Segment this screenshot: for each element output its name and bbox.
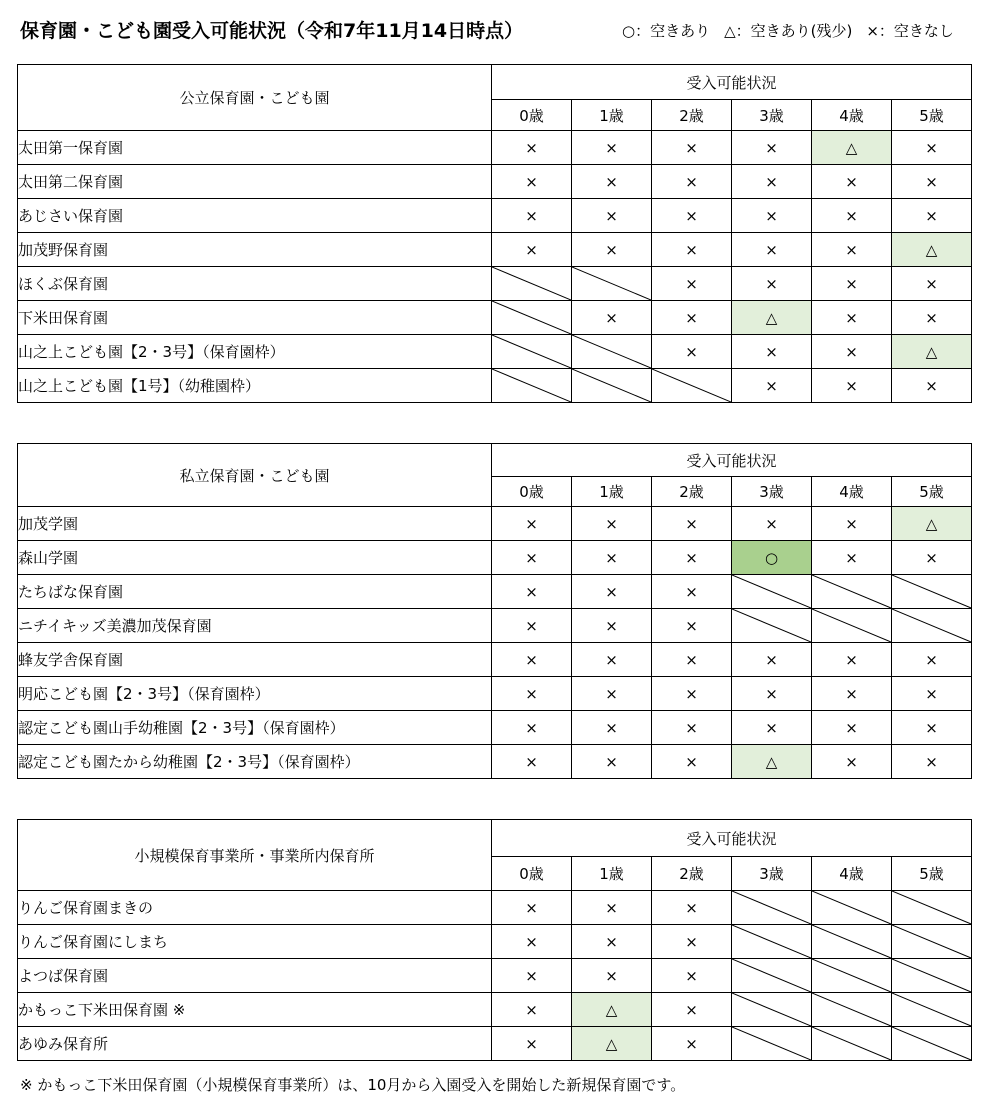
section-header: 公立保育園・こども園	[18, 65, 492, 131]
section-header: 小規模保育事業所・事業所内保育所	[18, 820, 492, 891]
unavailable-cell: ×	[572, 301, 652, 335]
unavailable-cell: ×	[572, 575, 652, 609]
unavailable-cell: ×	[892, 643, 972, 677]
unavailable-cell: ×	[652, 301, 732, 335]
diagonal-slash-icon	[892, 1027, 971, 1060]
facility-name: 加茂学園	[18, 507, 492, 541]
age-header-0: 0歳	[492, 477, 572, 507]
diagonal-slash-icon	[892, 925, 971, 958]
unavailable-cell: ×	[572, 541, 652, 575]
facility-name: 森山学園	[18, 541, 492, 575]
not-applicable-cell	[572, 335, 652, 369]
age-header-2: 2歳	[652, 857, 732, 891]
table-row	[18, 925, 972, 959]
age-header-3: 3歳	[732, 477, 812, 507]
not-applicable-cell	[812, 959, 892, 993]
table-row	[18, 369, 972, 403]
not-applicable-cell	[812, 891, 892, 925]
unavailable-cell: ×	[732, 369, 812, 403]
unavailable-cell: ×	[892, 745, 972, 779]
legend-none: ×：空きなし	[866, 22, 954, 40]
unavailable-cell: ×	[572, 677, 652, 711]
unavailable-cell: ×	[732, 165, 812, 199]
facility-name: りんご保育園にしまち	[18, 925, 492, 959]
few-left-cell: △	[892, 335, 972, 369]
unavailable-cell: ×	[652, 643, 732, 677]
diagonal-slash-icon	[892, 575, 971, 608]
facility-name: 認定こども園たから幼稚園【2・3号】（保育園枠）	[18, 745, 492, 779]
not-applicable-cell	[732, 891, 812, 925]
few-left-cell: △	[732, 301, 812, 335]
age-header-0: 0歳	[492, 857, 572, 891]
facility-name: たちばな保育園	[18, 575, 492, 609]
few-left-cell: △	[892, 507, 972, 541]
table-row	[18, 541, 972, 575]
unavailable-cell: ×	[652, 233, 732, 267]
not-applicable-cell	[892, 925, 972, 959]
not-applicable-cell	[492, 369, 572, 403]
private-nursery-table	[17, 443, 972, 779]
unavailable-cell: ×	[812, 643, 892, 677]
unavailable-cell: ×	[812, 711, 892, 745]
small-scale-nursery-table	[17, 819, 972, 1061]
availability-group-header: 受入可能状況	[492, 65, 972, 100]
not-applicable-cell	[732, 993, 812, 1027]
not-applicable-cell	[812, 993, 892, 1027]
unavailable-cell: ×	[892, 301, 972, 335]
not-applicable-cell	[892, 1027, 972, 1061]
not-applicable-cell	[892, 609, 972, 643]
few-left-cell: △	[732, 745, 812, 779]
unavailable-cell: ×	[492, 131, 572, 165]
not-applicable-cell	[492, 301, 572, 335]
unavailable-cell: ×	[652, 131, 732, 165]
unavailable-cell: ×	[812, 165, 892, 199]
diagonal-slash-icon	[572, 267, 651, 300]
unavailable-cell: ×	[652, 267, 732, 301]
unavailable-cell: ×	[572, 891, 652, 925]
facility-name: 太田第二保育園	[18, 165, 492, 199]
diagonal-slash-icon	[732, 993, 811, 1026]
unavailable-cell: ×	[492, 541, 572, 575]
facility-name: 明応こども園【2・3号】（保育園枠）	[18, 677, 492, 711]
unavailable-cell: ×	[892, 369, 972, 403]
unavailable-cell: ×	[492, 507, 572, 541]
not-applicable-cell	[812, 925, 892, 959]
table-row	[18, 199, 972, 233]
unavailable-cell: ×	[652, 575, 732, 609]
unavailable-cell: ×	[812, 267, 892, 301]
unavailable-cell: ×	[812, 199, 892, 233]
diagonal-slash-icon	[492, 335, 571, 368]
unavailable-cell: ×	[892, 711, 972, 745]
facility-name: 蜂友学舎保育園	[18, 643, 492, 677]
diagonal-slash-icon	[812, 959, 891, 992]
unavailable-cell: ×	[652, 891, 732, 925]
unavailable-cell: ×	[492, 165, 572, 199]
unavailable-cell: ×	[892, 131, 972, 165]
age-header-1: 1歳	[572, 477, 652, 507]
facility-name: 認定こども園山手幼稚園【2・3号】（保育園枠）	[18, 711, 492, 745]
unavailable-cell: ×	[732, 507, 812, 541]
unavailable-cell: ×	[892, 199, 972, 233]
facility-name: 山之上こども園【2・3号】（保育園枠）	[18, 335, 492, 369]
unavailable-cell: ×	[652, 1027, 732, 1061]
unavailable-cell: ×	[892, 541, 972, 575]
not-applicable-cell	[812, 575, 892, 609]
unavailable-cell: ×	[652, 165, 732, 199]
facility-name: よつば保育園	[18, 959, 492, 993]
table-row	[18, 575, 972, 609]
diagonal-slash-icon	[812, 925, 891, 958]
unavailable-cell: ×	[732, 131, 812, 165]
facility-name: かもっこ下米田保育園 ※	[18, 993, 492, 1027]
not-applicable-cell	[732, 959, 812, 993]
not-applicable-cell	[572, 369, 652, 403]
unavailable-cell: ×	[732, 711, 812, 745]
table-row	[18, 711, 972, 745]
unavailable-cell: ×	[572, 507, 652, 541]
diagonal-slash-icon	[812, 1027, 891, 1060]
diagonal-slash-icon	[892, 993, 971, 1026]
unavailable-cell: ×	[732, 233, 812, 267]
unavailable-cell: ×	[572, 609, 652, 643]
unavailable-cell: ×	[652, 507, 732, 541]
unavailable-cell: ×	[652, 609, 732, 643]
facility-name: 太田第一保育園	[18, 131, 492, 165]
table-row	[18, 959, 972, 993]
diagonal-slash-icon	[572, 335, 651, 368]
diagonal-slash-icon	[732, 1027, 811, 1060]
diagonal-slash-icon	[492, 369, 571, 402]
unavailable-cell: ×	[812, 541, 892, 575]
unavailable-cell: ×	[652, 541, 732, 575]
unavailable-cell: ×	[492, 711, 572, 745]
unavailable-cell: ×	[652, 711, 732, 745]
diagonal-slash-icon	[892, 609, 971, 642]
unavailable-cell: ×	[652, 925, 732, 959]
facility-name: ニチイキッズ美濃加茂保育園	[18, 609, 492, 643]
unavailable-cell: ×	[492, 609, 572, 643]
diagonal-slash-icon	[812, 891, 891, 924]
not-applicable-cell	[492, 267, 572, 301]
not-applicable-cell	[812, 609, 892, 643]
unavailable-cell: ×	[572, 711, 652, 745]
facility-name: 下米田保育園	[18, 301, 492, 335]
not-applicable-cell	[732, 575, 812, 609]
not-applicable-cell	[892, 993, 972, 1027]
diagonal-slash-icon	[732, 575, 811, 608]
availability-group-header: 受入可能状況	[492, 820, 972, 857]
unavailable-cell: ×	[492, 891, 572, 925]
unavailable-cell: ×	[652, 335, 732, 369]
public-nursery-table	[17, 64, 972, 403]
not-applicable-cell	[732, 925, 812, 959]
unavailable-cell: ×	[492, 993, 572, 1027]
diagonal-slash-icon	[732, 609, 811, 642]
age-header-2: 2歳	[652, 477, 732, 507]
unavailable-cell: ×	[732, 199, 812, 233]
unavailable-cell: ×	[732, 643, 812, 677]
unavailable-cell: ×	[892, 165, 972, 199]
unavailable-cell: ×	[812, 233, 892, 267]
diagonal-slash-icon	[492, 301, 571, 334]
facility-name: あゆみ保育所	[18, 1027, 492, 1061]
diagonal-slash-icon	[812, 575, 891, 608]
page-title: 保育園・こども園受入可能状況（令和7年11月14日時点）	[20, 20, 524, 42]
unavailable-cell: ×	[492, 925, 572, 959]
diagonal-slash-icon	[812, 993, 891, 1026]
facility-name: りんご保育園まきの	[18, 891, 492, 925]
unavailable-cell: ×	[572, 959, 652, 993]
unavailable-cell: ×	[652, 959, 732, 993]
age-header-4: 4歳	[812, 857, 892, 891]
age-header-5: 5歳	[892, 857, 972, 891]
unavailable-cell: ×	[492, 199, 572, 233]
footnote: ※ かもっこ下米田保育園（小規模保育事業所）は、10月から入園受入を開始した新規保育園です。	[20, 1076, 686, 1094]
unavailable-cell: ×	[492, 745, 572, 779]
unavailable-cell: ×	[812, 745, 892, 779]
legend-available: ○：空きあり	[622, 22, 711, 40]
legend	[622, 20, 954, 41]
unavailable-cell: ×	[652, 745, 732, 779]
table-row	[18, 745, 972, 779]
section-header: 私立保育園・こども園	[18, 444, 492, 507]
table-row	[18, 891, 972, 925]
table-row	[18, 267, 972, 301]
table-row	[18, 131, 972, 165]
availability-group-header: 受入可能状況	[492, 444, 972, 477]
unavailable-cell: ×	[732, 267, 812, 301]
unavailable-cell: ×	[572, 643, 652, 677]
unavailable-cell: ×	[652, 199, 732, 233]
table-row	[18, 1027, 972, 1061]
not-applicable-cell	[892, 575, 972, 609]
not-applicable-cell	[812, 1027, 892, 1061]
available-cell: ○	[732, 541, 812, 575]
diagonal-slash-icon	[812, 609, 891, 642]
unavailable-cell: ×	[492, 233, 572, 267]
facility-name: 加茂野保育園	[18, 233, 492, 267]
age-header-3: 3歳	[732, 857, 812, 891]
table-row	[18, 609, 972, 643]
diagonal-slash-icon	[732, 959, 811, 992]
unavailable-cell: ×	[572, 745, 652, 779]
age-header-5: 5歳	[892, 477, 972, 507]
table-row	[18, 301, 972, 335]
few-left-cell: △	[892, 233, 972, 267]
diagonal-slash-icon	[892, 959, 971, 992]
unavailable-cell: ×	[492, 959, 572, 993]
not-applicable-cell	[652, 369, 732, 403]
unavailable-cell: ×	[492, 643, 572, 677]
not-applicable-cell	[572, 267, 652, 301]
unavailable-cell: ×	[572, 165, 652, 199]
facility-name: ほくぶ保育園	[18, 267, 492, 301]
age-header-1: 1歳	[572, 857, 652, 891]
age-header-3: 3歳	[732, 100, 812, 131]
diagonal-slash-icon	[652, 369, 731, 402]
few-left-cell: △	[572, 993, 652, 1027]
unavailable-cell: ×	[492, 1027, 572, 1061]
unavailable-cell: ×	[892, 267, 972, 301]
unavailable-cell: ×	[812, 369, 892, 403]
unavailable-cell: ×	[572, 925, 652, 959]
diagonal-slash-icon	[732, 925, 811, 958]
facility-name: あじさい保育園	[18, 199, 492, 233]
few-left-cell: △	[812, 131, 892, 165]
unavailable-cell: ×	[732, 335, 812, 369]
table-row	[18, 233, 972, 267]
unavailable-cell: ×	[572, 199, 652, 233]
unavailable-cell: ×	[732, 677, 812, 711]
not-applicable-cell	[892, 959, 972, 993]
not-applicable-cell	[892, 891, 972, 925]
unavailable-cell: ×	[492, 575, 572, 609]
diagonal-slash-icon	[572, 369, 651, 402]
age-header-1: 1歳	[572, 100, 652, 131]
age-header-2: 2歳	[652, 100, 732, 131]
legend-few-left: △：空きあり(残少)	[724, 22, 853, 40]
table-row	[18, 643, 972, 677]
unavailable-cell: ×	[652, 677, 732, 711]
unavailable-cell: ×	[812, 335, 892, 369]
table-row	[18, 507, 972, 541]
table-row	[18, 993, 972, 1027]
age-header-4: 4歳	[812, 100, 892, 131]
unavailable-cell: ×	[572, 233, 652, 267]
not-applicable-cell	[492, 335, 572, 369]
facility-name: 山之上こども園【1号】（幼稚園枠）	[18, 369, 492, 403]
unavailable-cell: ×	[652, 993, 732, 1027]
diagonal-slash-icon	[732, 891, 811, 924]
not-applicable-cell	[732, 1027, 812, 1061]
table-row	[18, 165, 972, 199]
table-row	[18, 677, 972, 711]
age-header-0: 0歳	[492, 100, 572, 131]
table-row	[18, 335, 972, 369]
diagonal-slash-icon	[892, 891, 971, 924]
unavailable-cell: ×	[812, 301, 892, 335]
age-header-5: 5歳	[892, 100, 972, 131]
unavailable-cell: ×	[812, 507, 892, 541]
unavailable-cell: ×	[572, 131, 652, 165]
age-header-4: 4歳	[812, 477, 892, 507]
unavailable-cell: ×	[892, 677, 972, 711]
unavailable-cell: ×	[812, 677, 892, 711]
few-left-cell: △	[572, 1027, 652, 1061]
unavailable-cell: ×	[492, 677, 572, 711]
not-applicable-cell	[732, 609, 812, 643]
diagonal-slash-icon	[492, 267, 571, 300]
